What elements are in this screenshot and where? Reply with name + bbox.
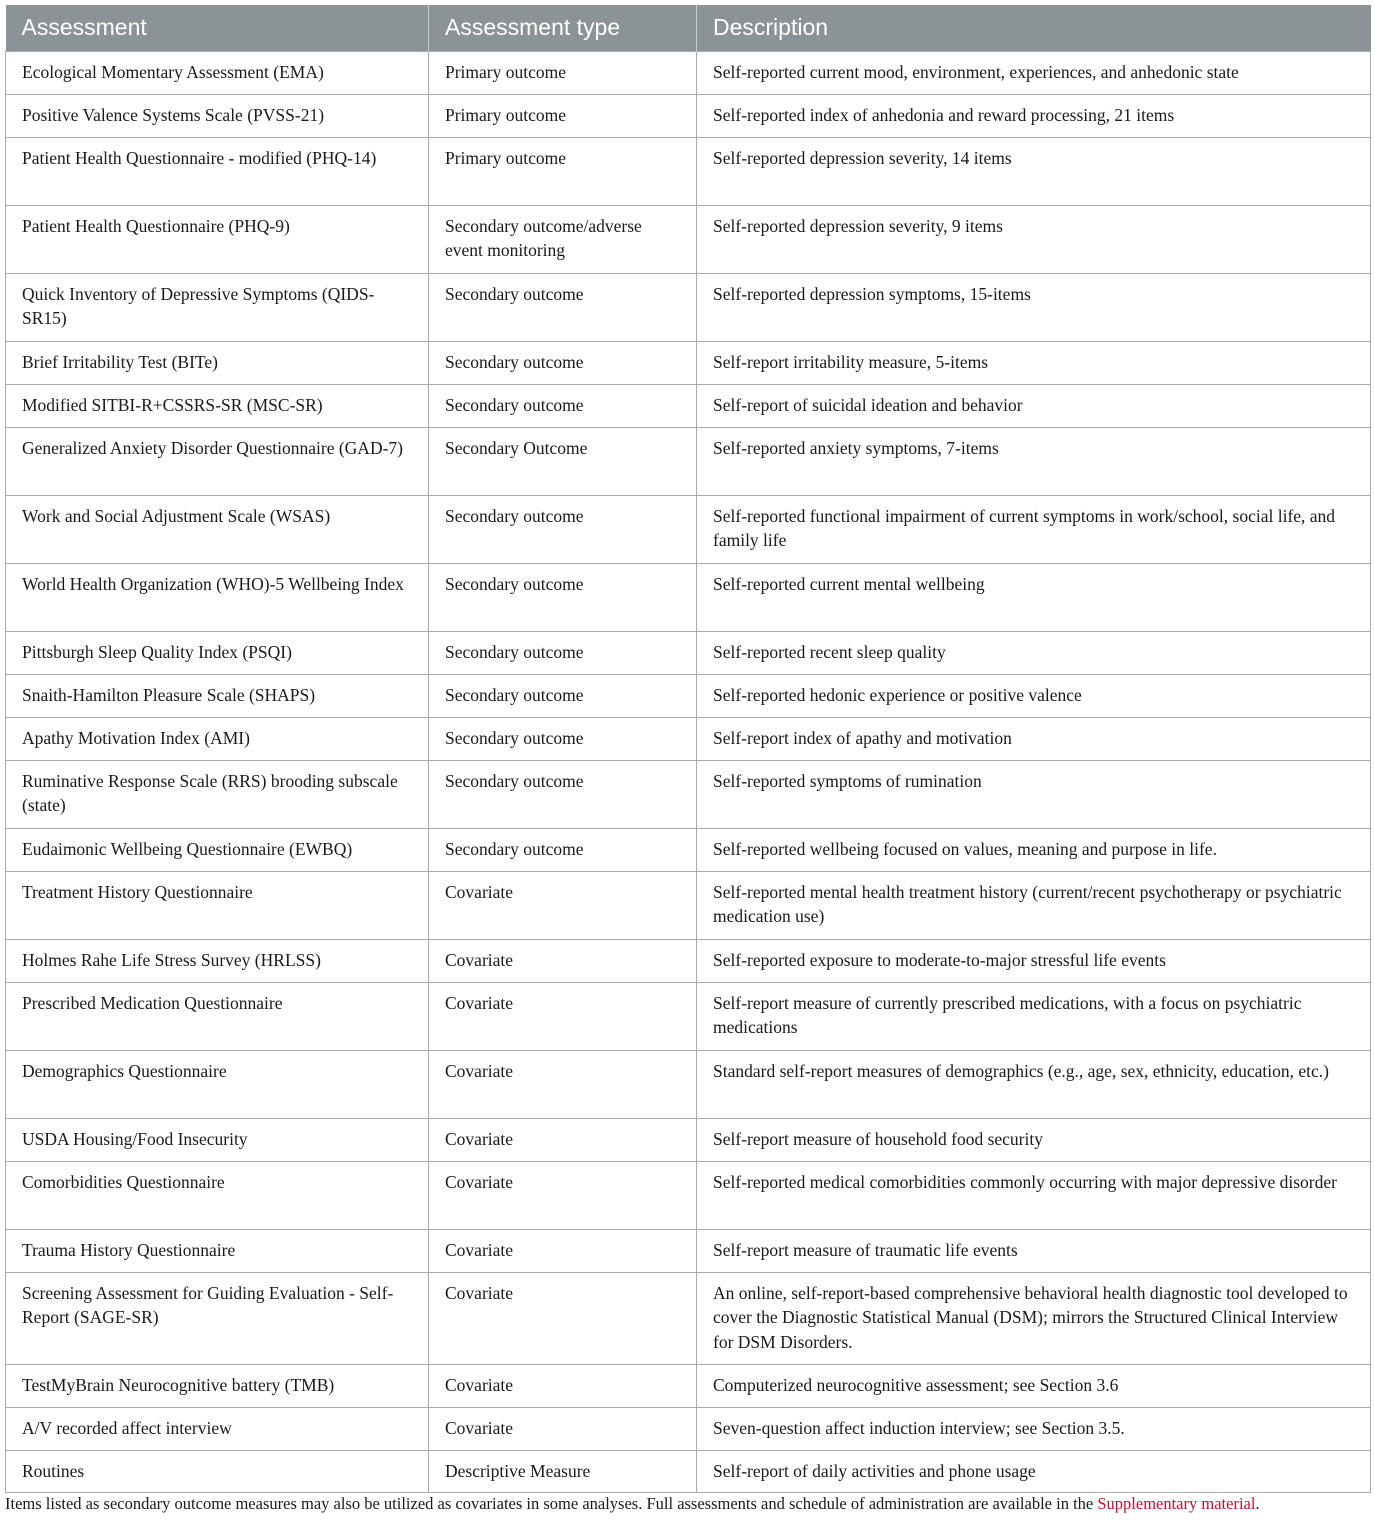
cell-description: Seven-question affect induction interview; see Section 3.5.: [697, 1407, 1371, 1450]
table-row: [6, 427, 1371, 495]
table-row: [6, 1118, 1371, 1161]
cell-description: Self-reported symptoms of rumination: [697, 760, 1371, 828]
cell-assessment: Positive Valence Systems Scale (PVSS-21): [6, 94, 429, 137]
cell-assessment: A/V recorded affect interview: [6, 1407, 429, 1450]
cell-assessment: Ecological Momentary Assessment (EMA): [6, 51, 429, 94]
cell-assessment: Modified SITBI-R+CSSRS-SR (MSC-SR): [6, 384, 429, 427]
cell-assessment-type: Covariate: [429, 1407, 697, 1450]
table-row: [6, 1450, 1371, 1492]
assessment-table-container: [5, 5, 1370, 1493]
cell-description: Self-reported current mental wellbeing: [697, 563, 1371, 631]
cell-assessment-type: Covariate: [429, 939, 697, 982]
cell-assessment: Work and Social Adjustment Scale (WSAS): [6, 495, 429, 563]
table-row: [6, 384, 1371, 427]
cell-description: Self-report measure of traumatic life events: [697, 1229, 1371, 1272]
cell-assessment: Quick Inventory of Depressive Symptoms (QIDS-SR15): [6, 273, 429, 341]
cell-description: Self-reported medical comorbidities commonly occurring with major depressive disorder: [697, 1161, 1371, 1229]
table-row: [6, 631, 1371, 674]
table-row: [6, 341, 1371, 384]
table-row: [6, 717, 1371, 760]
cell-assessment: Holmes Rahe Life Stress Survey (HRLSS): [6, 939, 429, 982]
table-row: [6, 495, 1371, 563]
cell-description: Self-reported mental health treatment history (current/recent psychotherapy or psychiatric medication use): [697, 871, 1371, 939]
cell-assessment-type: Primary outcome: [429, 94, 697, 137]
cell-assessment-type: Descriptive Measure: [429, 1450, 697, 1492]
cell-assessment-type: Secondary outcome: [429, 563, 697, 631]
cell-description: Computerized neurocognitive assessment; see Section 3.6: [697, 1364, 1371, 1407]
cell-assessment-type: Secondary outcome: [429, 341, 697, 384]
cell-assessment: World Health Organization (WHO)-5 Wellbeing Index: [6, 563, 429, 631]
cell-assessment: Patient Health Questionnaire - modified (PHQ-14): [6, 137, 429, 205]
table-row: [6, 1364, 1371, 1407]
cell-assessment: Patient Health Questionnaire (PHQ-9): [6, 205, 429, 273]
table-row: [6, 94, 1371, 137]
cell-assessment-type: Covariate: [429, 1050, 697, 1118]
table-row: [6, 563, 1371, 631]
cell-assessment-type: Covariate: [429, 1229, 697, 1272]
cell-assessment-type: Covariate: [429, 1364, 697, 1407]
table-row: [6, 1161, 1371, 1229]
header-assessment-type: Assessment type: [429, 5, 697, 51]
table-header: [6, 5, 1371, 51]
table-row: [6, 939, 1371, 982]
cell-description: Self-report of suicidal ideation and behavior: [697, 384, 1371, 427]
cell-assessment-type: Primary outcome: [429, 51, 697, 94]
cell-description: Self-reported depression severity, 14 items: [697, 137, 1371, 205]
cell-description: Self-report index of apathy and motivation: [697, 717, 1371, 760]
assessment-table: [5, 5, 1371, 1493]
table-row: [6, 871, 1371, 939]
cell-assessment: Brief Irritability Test (BITe): [6, 341, 429, 384]
cell-description: Self-reported depression symptoms, 15-items: [697, 273, 1371, 341]
cell-assessment-type: Secondary Outcome: [429, 427, 697, 495]
cell-description: Self-reported hedonic experience or positive valence: [697, 674, 1371, 717]
header-description: Description: [697, 5, 1371, 51]
table-body: [6, 51, 1371, 1492]
table-row: [6, 828, 1371, 871]
footnote-text: Items listed as secondary outcome measures may also be utilized as covariates in some analyses. Full assessments and schedule of administration are available in the: [5, 1494, 1098, 1513]
cell-assessment: Prescribed Medication Questionnaire: [6, 982, 429, 1050]
cell-description: Self-reported index of anhedonia and reward processing, 21 items: [697, 94, 1371, 137]
cell-assessment: Snaith-Hamilton Pleasure Scale (SHAPS): [6, 674, 429, 717]
cell-description: Self-reported current mood, environment, experiences, and anhedonic state: [697, 51, 1371, 94]
table-row: [6, 1229, 1371, 1272]
table-row: [6, 1050, 1371, 1118]
cell-assessment: Generalized Anxiety Disorder Questionnaire (GAD-7): [6, 427, 429, 495]
cell-description: Self-reported recent sleep quality: [697, 631, 1371, 674]
cell-description: Self-report of daily activities and phone usage: [697, 1450, 1371, 1492]
cell-assessment: Treatment History Questionnaire: [6, 871, 429, 939]
cell-assessment: Trauma History Questionnaire: [6, 1229, 429, 1272]
cell-assessment: USDA Housing/Food Insecurity: [6, 1118, 429, 1161]
cell-assessment-type: Secondary outcome/adverse event monitoring: [429, 205, 697, 273]
cell-assessment-type: Secondary outcome: [429, 674, 697, 717]
cell-assessment: Apathy Motivation Index (AMI): [6, 717, 429, 760]
header-assessment: Assessment: [6, 5, 429, 51]
table-row: [6, 51, 1371, 94]
cell-description: An online, self-report-based comprehensive behavioral health diagnostic tool developed to cover the Diagnostic Statistical Manual (DSM); mirrors the Structured Clinical Interview for DSM Disorders.: [697, 1272, 1371, 1364]
table-row: [6, 1272, 1371, 1364]
cell-assessment-type: Primary outcome: [429, 137, 697, 205]
cell-description: Self-reported depression severity, 9 items: [697, 205, 1371, 273]
cell-assessment: Eudaimonic Wellbeing Questionnaire (EWBQ): [6, 828, 429, 871]
cell-description: Self-reported exposure to moderate-to-major stressful life events: [697, 939, 1371, 982]
cell-assessment-type: Secondary outcome: [429, 384, 697, 427]
table-footnote: [5, 1494, 1260, 1514]
cell-description: Standard self-report measures of demographics (e.g., age, sex, ethnicity, education, etc.): [697, 1050, 1371, 1118]
cell-assessment: Pittsburgh Sleep Quality Index (PSQI): [6, 631, 429, 674]
cell-assessment: Comorbidities Questionnaire: [6, 1161, 429, 1229]
cell-assessment-type: Covariate: [429, 1118, 697, 1161]
table-row: [6, 273, 1371, 341]
cell-assessment-type: Covariate: [429, 871, 697, 939]
cell-assessment: TestMyBrain Neurocognitive battery (TMB): [6, 1364, 429, 1407]
header-row: [6, 5, 1371, 51]
cell-assessment-type: Secondary outcome: [429, 631, 697, 674]
cell-assessment-type: Covariate: [429, 1272, 697, 1364]
cell-description: Self-reported functional impairment of current symptoms in work/school, social life, and family life: [697, 495, 1371, 563]
footnote-period: .: [1255, 1494, 1260, 1513]
table-row: [6, 137, 1371, 205]
supplementary-material-link[interactable]: Supplementary material: [1097, 1494, 1256, 1513]
table-row: [6, 982, 1371, 1050]
cell-assessment: Demographics Questionnaire: [6, 1050, 429, 1118]
table-row: [6, 760, 1371, 828]
cell-assessment-type: Covariate: [429, 1161, 697, 1229]
cell-assessment-type: Secondary outcome: [429, 717, 697, 760]
cell-description: Self-reported anxiety symptoms, 7-items: [697, 427, 1371, 495]
cell-assessment: Routines: [6, 1450, 429, 1492]
table-row: [6, 674, 1371, 717]
cell-assessment-type: Secondary outcome: [429, 760, 697, 828]
cell-assessment: Ruminative Response Scale (RRS) brooding subscale (state): [6, 760, 429, 828]
cell-description: Self-report measure of household food security: [697, 1118, 1371, 1161]
cell-description: Self-report irritability measure, 5-items: [697, 341, 1371, 384]
table-row: [6, 205, 1371, 273]
table-row: [6, 1407, 1371, 1450]
cell-assessment-type: Secondary outcome: [429, 828, 697, 871]
cell-description: Self-reported wellbeing focused on values, meaning and purpose in life.: [697, 828, 1371, 871]
cell-assessment-type: Covariate: [429, 982, 697, 1050]
cell-description: Self-report measure of currently prescribed medications, with a focus on psychiatric medications: [697, 982, 1371, 1050]
cell-assessment-type: Secondary outcome: [429, 273, 697, 341]
cell-assessment: Screening Assessment for Guiding Evaluation - Self-Report (SAGE-SR): [6, 1272, 429, 1364]
cell-assessment-type: Secondary outcome: [429, 495, 697, 563]
